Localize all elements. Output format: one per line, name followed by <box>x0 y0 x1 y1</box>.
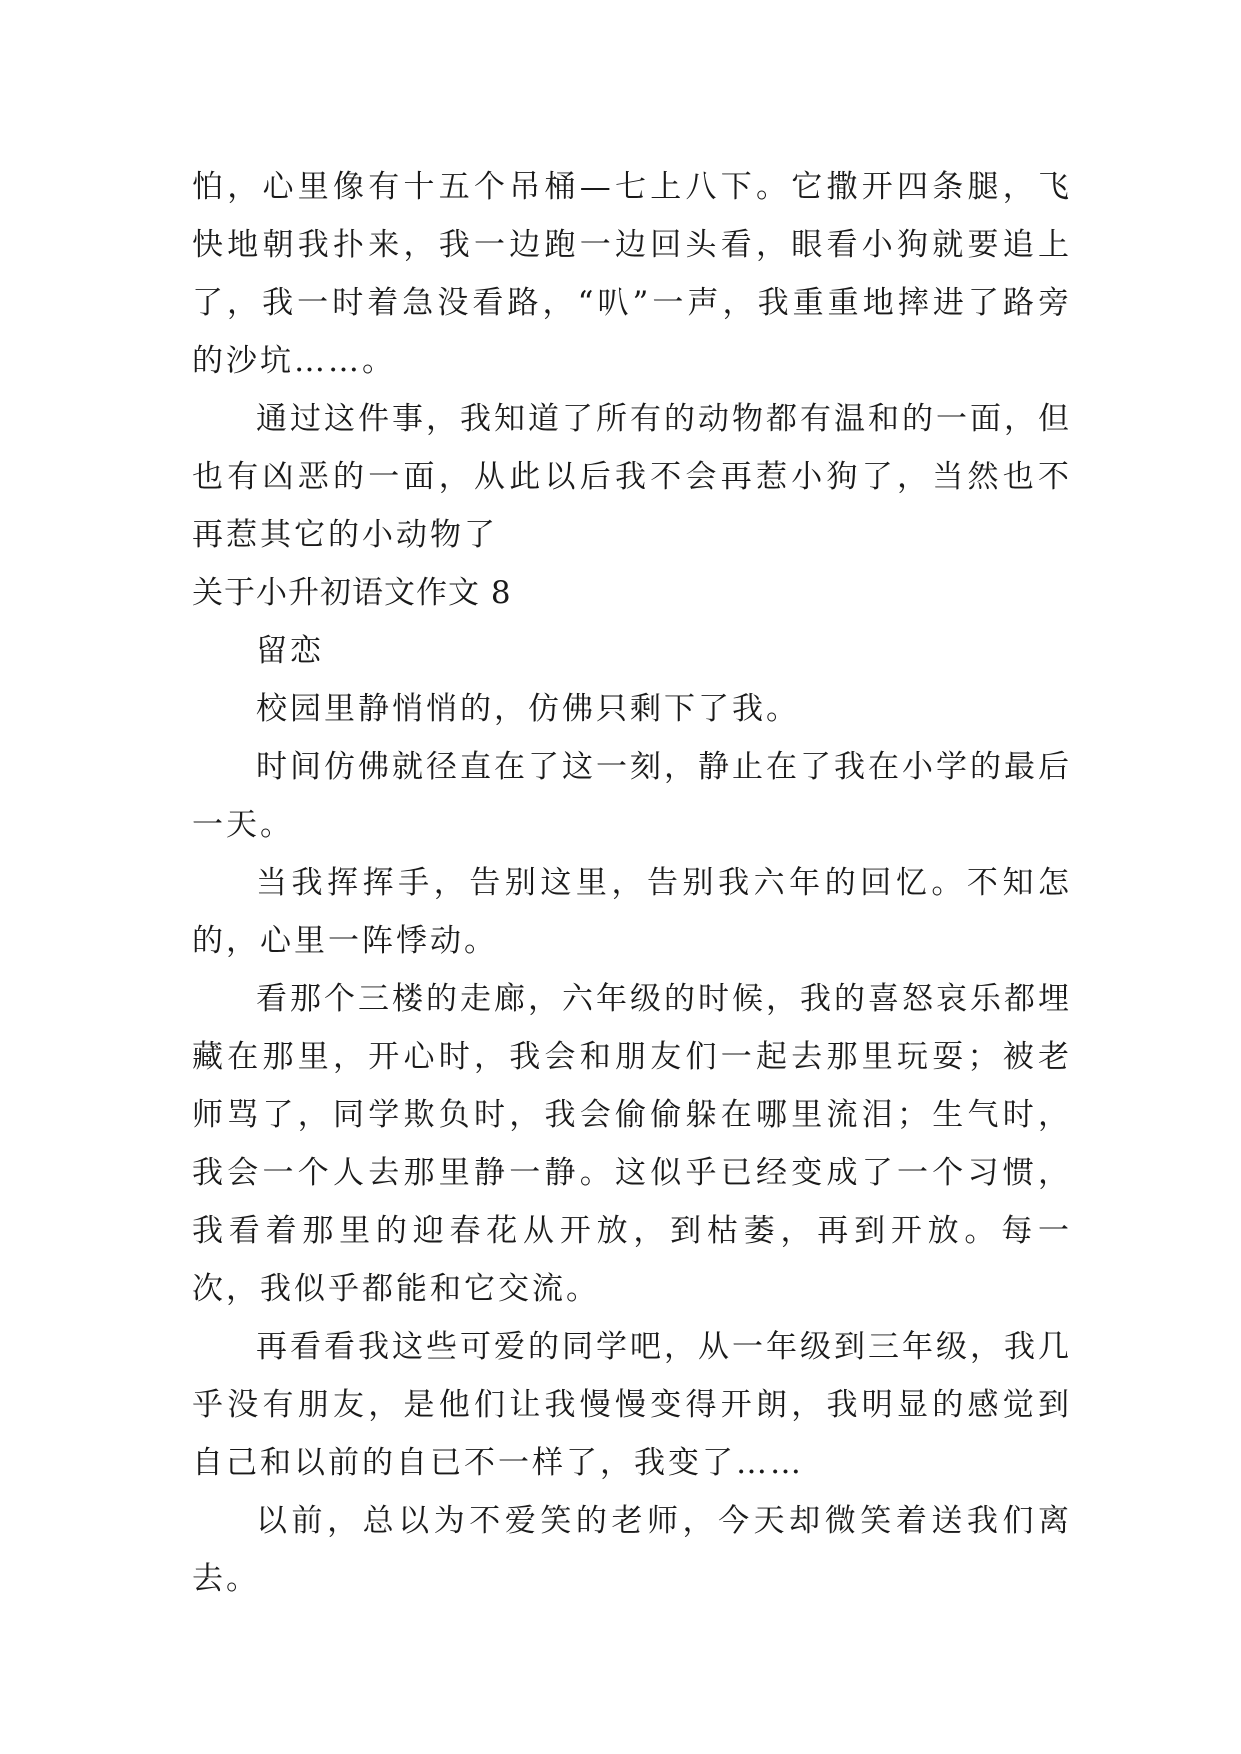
paragraph-time: 时间仿佛就径直在了这一刻，静止在了我在小学的最后一天。 <box>192 749 1072 843</box>
essay-title: 留恋 <box>256 633 324 669</box>
paragraph-corridor: 看那个三楼的走廊，六年级的时候，我的喜怒哀乐都埋藏在那里，开心时，我会和朋友们一起去那里玩耍；被老师骂了，同学欺负时，我会偷偷躲在哪里流泪；生气时，我会一个人去那里静一静。这似乎已经变成了一个习惯，我看着那里的迎春花从开放，到枯萎，再到开放。每一次，我似乎都能和它交流。 <box>192 981 1072 1307</box>
paragraph-farewell: 当我挥挥手，告别这里，告别我六年的回忆。不知怎的，心里一阵悸动。 <box>192 865 1072 959</box>
essay-heading: 关于小升初语文作文 8 <box>192 575 512 611</box>
paragraph-lesson: 通过这件事，我知道了所有的动物都有温和的一面，但也有凶恶的一面，从此以后我不会再惹小狗了，当然也不再惹其它的小动物了 <box>192 401 1072 553</box>
paragraph-teacher: 以前，总以为不爱笑的老师，今天却微笑着送我们离去。 <box>192 1503 1072 1597</box>
paragraph-campus: 校园里静悄悄的，仿佛只剩下了我。 <box>256 691 800 727</box>
paragraph-classmates: 再看看我这些可爱的同学吧，从一年级到三年级，我几乎没有朋友，是他们让我慢慢变得开朗，我明显的感觉到自己和以前的自已不一样了，我变了…… <box>192 1329 1072 1481</box>
paragraph-story-ending: 怕，心里像有十五个吊桶—七上八下。它撒开四条腿，飞快地朝我扑来，我一边跑一边回头看，眼看小狗就要追上了，我一时着急没看路，“叭”一声，我重重地摔进了路旁的沙坑……。 <box>192 169 1072 379</box>
document-body <box>192 158 1072 1608</box>
